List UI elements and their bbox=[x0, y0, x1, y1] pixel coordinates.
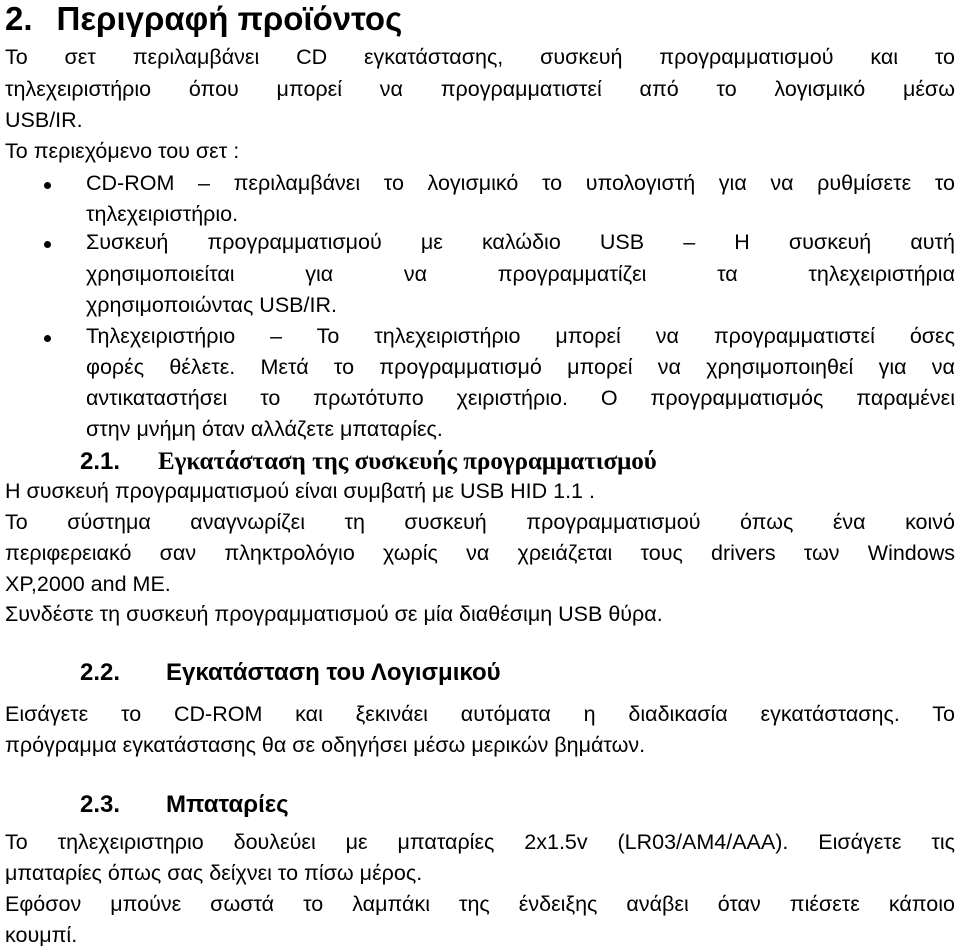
bullet-line: χρησιμοποιώντας USB/IR. bbox=[86, 293, 337, 317]
paragraph-line: USB/IR. bbox=[5, 108, 83, 132]
paragraph-line: Συνδέστε τη συσκευή προγραμματισμού σε μία διαθέσιμη USB θύρα. bbox=[5, 602, 663, 626]
paragraph-line: Η συσκευή προγραμματισμού είναι συμβατή με USB HID 1.1 . bbox=[5, 479, 595, 503]
section-heading bbox=[5, 0, 402, 38]
paragraph-line: μπαταρίες όπως σας δείχνει το πίσω μέρος. bbox=[5, 861, 423, 885]
paragraph-line: Το σύστημα αναγνωρίζει τη συσκευή προγραμματισμού όπως ένα κοινό bbox=[5, 510, 955, 534]
paragraph-line: περιφερειακό σαν πληκτρολόγιο χωρίς να χρειάζεται τους drivers των Windows bbox=[5, 541, 955, 565]
bullet-line: CD-ROM – περιλαμβάνει το λογισμικό το υπολογιστή για να ρυθμίσετε το bbox=[86, 171, 955, 195]
section-number: 2. bbox=[5, 0, 33, 37]
subsection-title: Εγκατάσταση της συσκευής προγραμματισμού bbox=[158, 448, 657, 475]
subsection-number: 2.1. bbox=[80, 448, 121, 475]
bullet-line: Συσκευή προγραμματισμού με καλώδιο USB – Η συσκευή αυτή bbox=[86, 230, 955, 254]
bullet-icon bbox=[44, 241, 51, 248]
paragraph-line: τηλεχειριστήριο όπου μπορεί να προγραμματιστεί από το λογισμικό μέσω bbox=[5, 77, 955, 101]
subsection-number: 2.3. bbox=[80, 791, 121, 818]
paragraph-line: Το τηλεχειριστηριο δουλεύει με μπαταρίες 2x1.5v (LR03/AM4/AAA). Εισάγετε τις bbox=[5, 830, 955, 854]
bullet-icon bbox=[44, 182, 51, 189]
subsection-title: Εγκατάσταση του Λογισμικού bbox=[166, 659, 501, 686]
paragraph-line: Το σετ περιλαμβάνει CD εγκατάστασης, συσκευή προγραμματισμού και το bbox=[5, 45, 955, 69]
paragraph-line: Το περιεχόμενο του σετ : bbox=[5, 139, 240, 163]
bullet-icon bbox=[44, 335, 51, 342]
paragraph-line: XP,2000 and ME. bbox=[5, 572, 171, 596]
subsection-number: 2.2. bbox=[80, 659, 121, 686]
bullet-line: αντικαταστήσει το πρωτότυπο χειριστήριο. Ο προγραμματισμός παραμένει bbox=[86, 386, 955, 410]
paragraph-line: Εφόσον μπούνε σωστά το λαμπάκι της ένδειξης ανάβει όταν πιέσετε κάποιο bbox=[5, 892, 955, 916]
bullet-line: χρησιμοποιείται για να προγραμματίζει τα τηλεχειριστήρια bbox=[86, 262, 955, 286]
bullet-line: στην μνήμη όταν αλλάζετε μπαταρίες. bbox=[86, 417, 443, 441]
paragraph-line: κουμπί. bbox=[5, 923, 78, 947]
section-title: Περιγραφή προϊόντος bbox=[56, 0, 403, 37]
subsection-title: Μπαταρίες bbox=[166, 791, 289, 818]
paragraph-line: Εισάγετε το CD-ROM και ξεκινάει αυτόματα η διαδικασία εγκατάστασης. Το bbox=[5, 702, 955, 726]
paragraph-line: πρόγραμμα εγκατάστασης θα σε οδηγήσει μέσω μερικών βημάτων. bbox=[5, 733, 646, 757]
bullet-line: τηλεχειριστήριο. bbox=[86, 202, 239, 226]
bullet-line: φορές θέλετε. Μετά το προγραμματισμό μπορεί να χρησιμοποιηθεί για να bbox=[86, 355, 955, 379]
bullet-line: Τηλεχειριστήριο – Το τηλεχειριστήριο μπορεί να προγραμματιστεί όσες bbox=[86, 324, 955, 348]
